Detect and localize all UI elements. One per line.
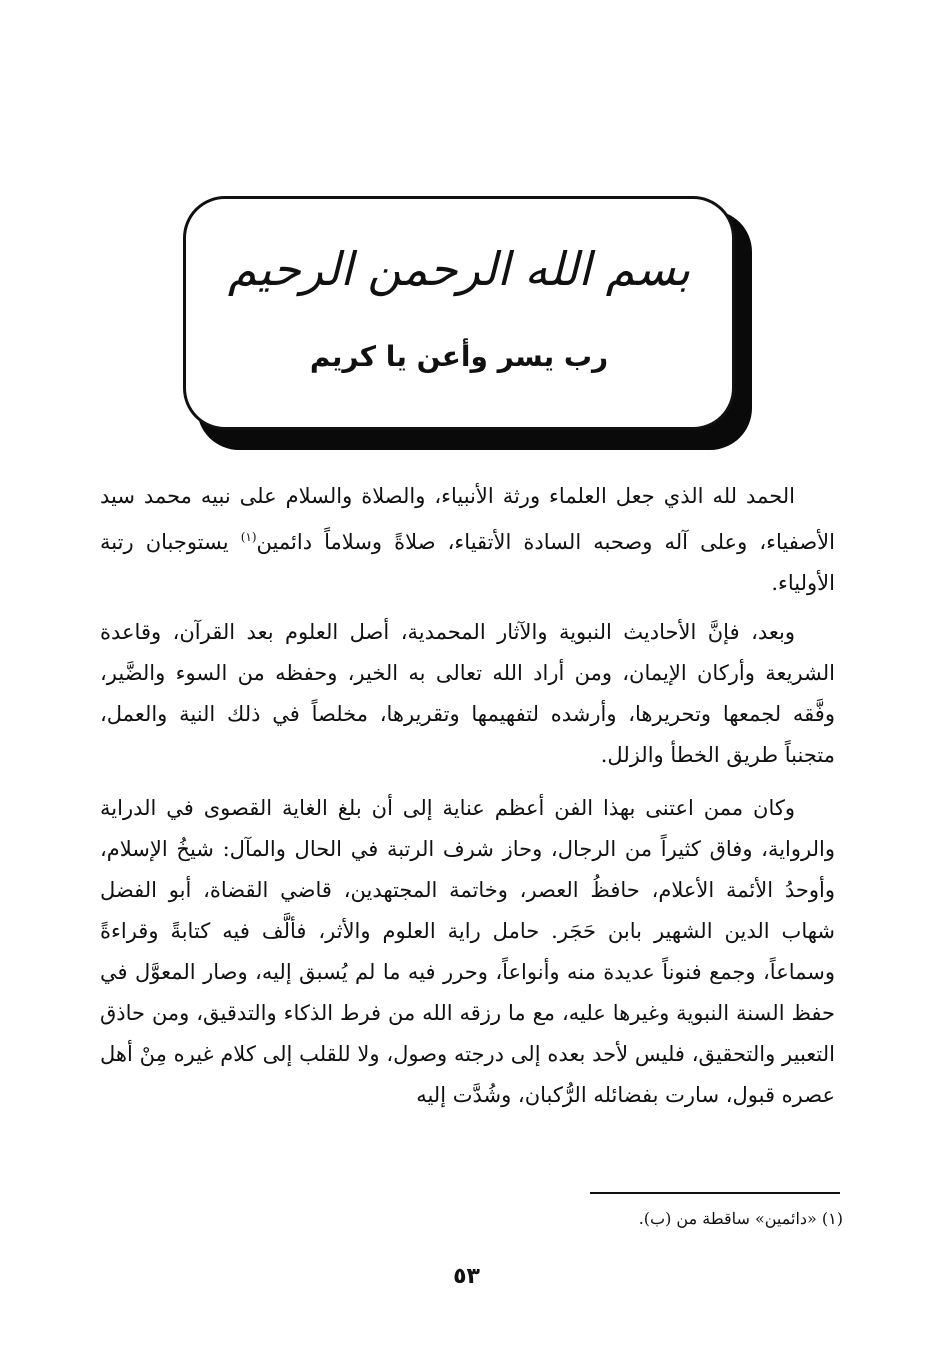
paragraph-2: وبعد، فإنَّ الأحاديث النبوية والآثار المحمدية، أصل العلوم بعد القرآن، وقاعدة الشريعة وأركان الإيمان، ومن أراد الله تعالى به الخير، وحفظه من السوء والضَّير، وفَّقه لجمعها وتحريرها، وأرشده لتفهيمها وتقريرها، مخلصاً في ذلك النية والعمل، متجنباً طريق الخطأ والزلل. <box>100 620 835 767</box>
footnote-marker: (١) <box>240 530 257 544</box>
paragraph-hadith <box>100 612 835 776</box>
footnote: (١) «دائمين» ساقطة من (ب). <box>638 1209 843 1228</box>
footnote-divider <box>590 1192 840 1194</box>
paragraph-1-tail: يستوجبان رتبة الأولياء. <box>100 530 835 595</box>
basmala-calligraphy: بسم الله الرحمن الرحيم <box>227 242 691 296</box>
invocation-heading: رب يسر وأعن يا كريم <box>309 340 609 373</box>
paragraph-opening <box>100 476 835 604</box>
header-cartouche <box>183 196 755 454</box>
paragraph-1 <box>100 476 835 604</box>
paragraph-1-text: الحمد لله الذي جعل العلماء ورثة الأنبياء، والصلاة والسلام على نبيه محمد سيد الأصفياء، وعلى آله وصحبه السادة الأتقياء، صلاةً وسلاماً دائمين <box>100 484 835 554</box>
paragraph-3: وكان ممن اعتنى بهذا الفن أعظم عناية إلى أن بلغ الغاية القصوى في الدراية والرواية، وفاق كثيراً من الرجال، وحاز شرف الرتبة في الحال والمآل: شيخُ الإسلام، وأوحدُ الأئمة الأعلام، حافظُ العصر، وخاتمة المجتهدين، قاضي القضاة، أبو الفضل شهاب الدين الشهير بابن حَجَر. حامل راية العلوم والأثر، فألَّف فيه كتابةً وقراءةً وسماعاً، وجمع فنوناً عديدة منه وأنواعاً، وحرر فيه ما لم يُسبق إليه، وصار المعوَّل في حفظ السنة النبوية وغيرها عليه، مع ما رزقه الله من فرط الذكاء والتدقيق، ومن حاذق التعبير والتحقيق، فليس لأحد بعده إلى درجته وصول، ولا للقلب إلى كلام غيره مِنْ أهل عصره قبول، سارت بفضائله الرُّكبان، وشُدَّت إليه <box>100 796 835 1107</box>
page-number: ٥٣ <box>453 1264 480 1289</box>
paragraph-ibn-hajar <box>100 788 835 1116</box>
cartouche-frame <box>183 196 735 430</box>
